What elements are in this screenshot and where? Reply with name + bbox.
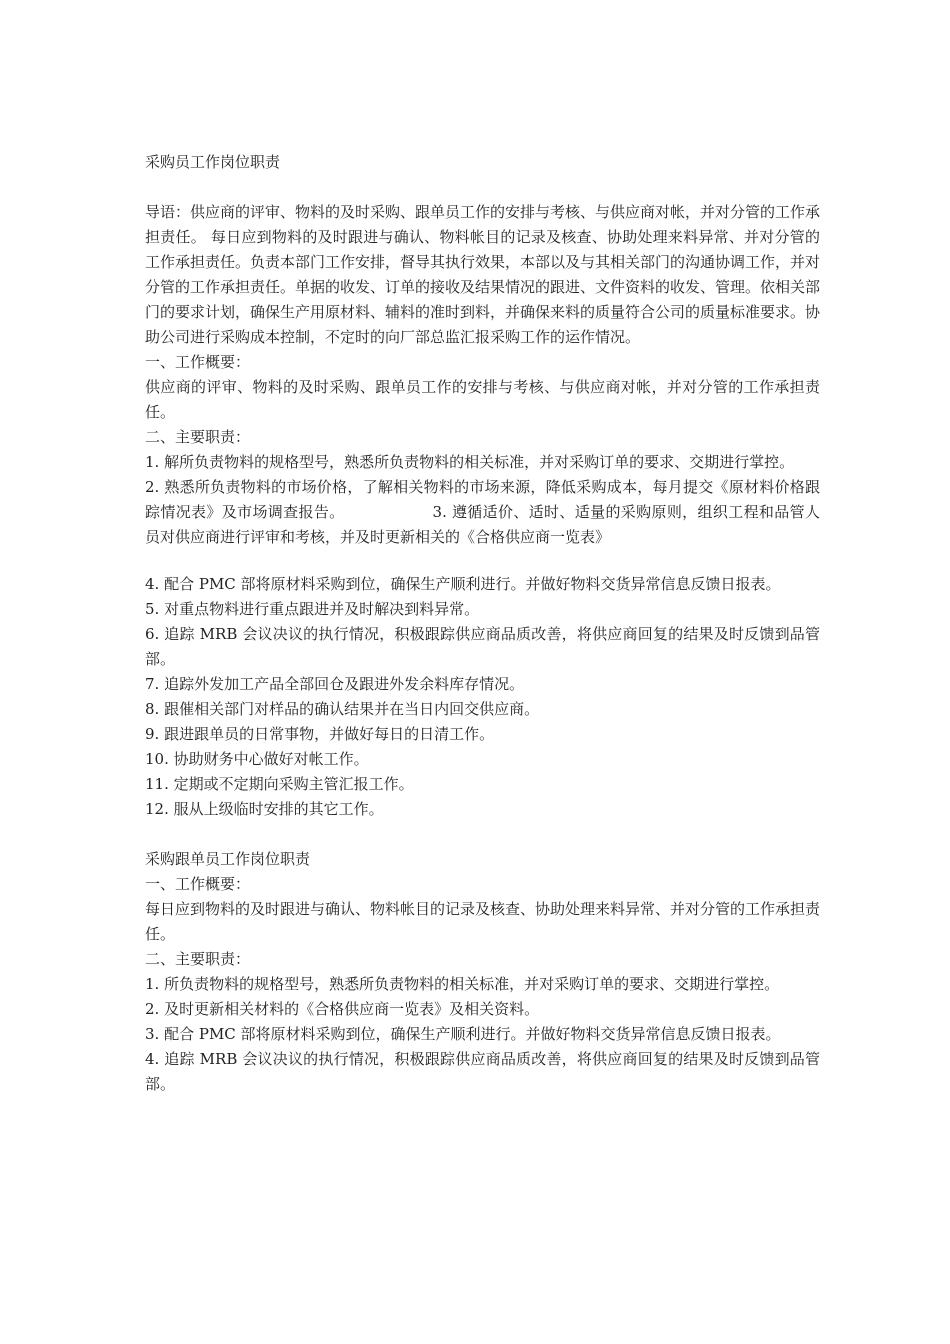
intro-paragraph: 导语：供应商的评审、物料的及时采购、跟单员工作的安排与考核、与供应商对帐，并对分管的工作承担责任。 每日应到物料的及时跟进与确认、物料帐目的记录及核查、协助处理来料异常、并对分管的工作承担责任。负责本部门工作安排，督导其执行效果，本部以及与其相关部门的沟通协调工作，并对分管的工作承担责任。单据的收发、订单的接收及结果情况的跟进、文件资料的收发、管理。依相关部门的要求计划，确保生产用原材料、辅料的准时到料，并确保来料的质量符合公司的质量标准要求。协助公司进行采购成本控制，不定时的向厂部总监汇报采购工作的运作情况。: [145, 203, 821, 346]
duty-item: 4. 配合 PMC 部将原材料采购到位，确保生产顺利进行。并做好物料交货异常信息反馈日报表。: [145, 575, 781, 593]
duty-item: 6. 追踪 MRB 会议决议的执行情况，积极跟踪供应商品质改善，将供应商回复的结果及时反馈到品管部。: [145, 625, 820, 668]
duty-item: 3. 配合 PMC 部将原材料采购到位，确保生产顺利进行。并做好物料交货异常信息反馈日报表。: [145, 1025, 781, 1043]
spacer: [145, 175, 820, 200]
duty-item: 11. 定期或不定期向采购主管汇报工作。: [145, 775, 414, 793]
duty-item: 10. 协助财务中心做好对帐工作。: [145, 750, 369, 768]
duty-item: 9. 跟进跟单员的日常事物，并做好每日的日清工作。: [145, 725, 495, 743]
duty-item: 4. 追踪 MRB 会议决议的执行情况，积极跟踪供应商品质改善，将供应商回复的结果及时反馈到品管部。: [145, 1050, 820, 1093]
document-page: [145, 150, 820, 1097]
duty-item: 1. 所负责物料的规格型号，熟悉所负责物料的相关标准，并对采购订单的要求、交期进行掌控。: [145, 975, 780, 993]
document-title-2: 采购跟单员工作岗位职责: [145, 850, 311, 868]
overview-text: 每日应到物料的及时跟进与确认、物料帐目的记录及核查、协助处理来料异常、并对分管的工作承担责任。: [145, 900, 821, 943]
document-title: 采购员工作岗位职责: [145, 153, 281, 171]
duty-item: 1. 解所负责物料的规格型号，熟悉所负责物料的相关标准，并对采购订单的要求、交期进行掌控。: [145, 453, 795, 471]
overview-text: 供应商的评审、物料的及时采购、跟单员工作的安排与考核、与供应商对帐，并对分管的工作承担责任。: [145, 378, 820, 421]
spacer: [145, 822, 820, 847]
duty-item: 2. 及时更新相关材料的《合格供应商一览表》及相关资料。: [145, 1000, 540, 1018]
section-heading-duties: 二、主要职责：: [145, 428, 251, 446]
duty-item: 8. 跟催相关部门对样品的确认结果并在当日内回交供应商。: [145, 700, 540, 718]
duty-item: 5. 对重点物料进行重点跟进并及时解决到料异常。: [145, 600, 480, 618]
section-heading-duties: 二、主要职责：: [145, 950, 251, 968]
section-heading-overview: 一、工作概要：: [145, 875, 251, 893]
duty-item-2-3: [145, 475, 820, 550]
spacer: [145, 550, 820, 572]
duty-item: 3. 遵循适价、适时、适量的采购原则，组织工程和品管人员对供应商进行评审和考核，并及时更新相关的《合格供应商一览表》: [145, 503, 820, 546]
duty-item: 7. 追踪外发加工产品全部回仓及跟进外发余料库存情况。: [145, 675, 525, 693]
duty-item: 12. 服从上级临时安排的其它工作。: [145, 800, 384, 818]
duty-item: 2. 熟悉所负责物料的市场价格，了解相关物料的市场来源，降低采购成本，每月提交《原材料价格跟踪情况表》及市场调查报告。: [145, 478, 820, 521]
section-heading-overview: 一、工作概要：: [145, 353, 251, 371]
